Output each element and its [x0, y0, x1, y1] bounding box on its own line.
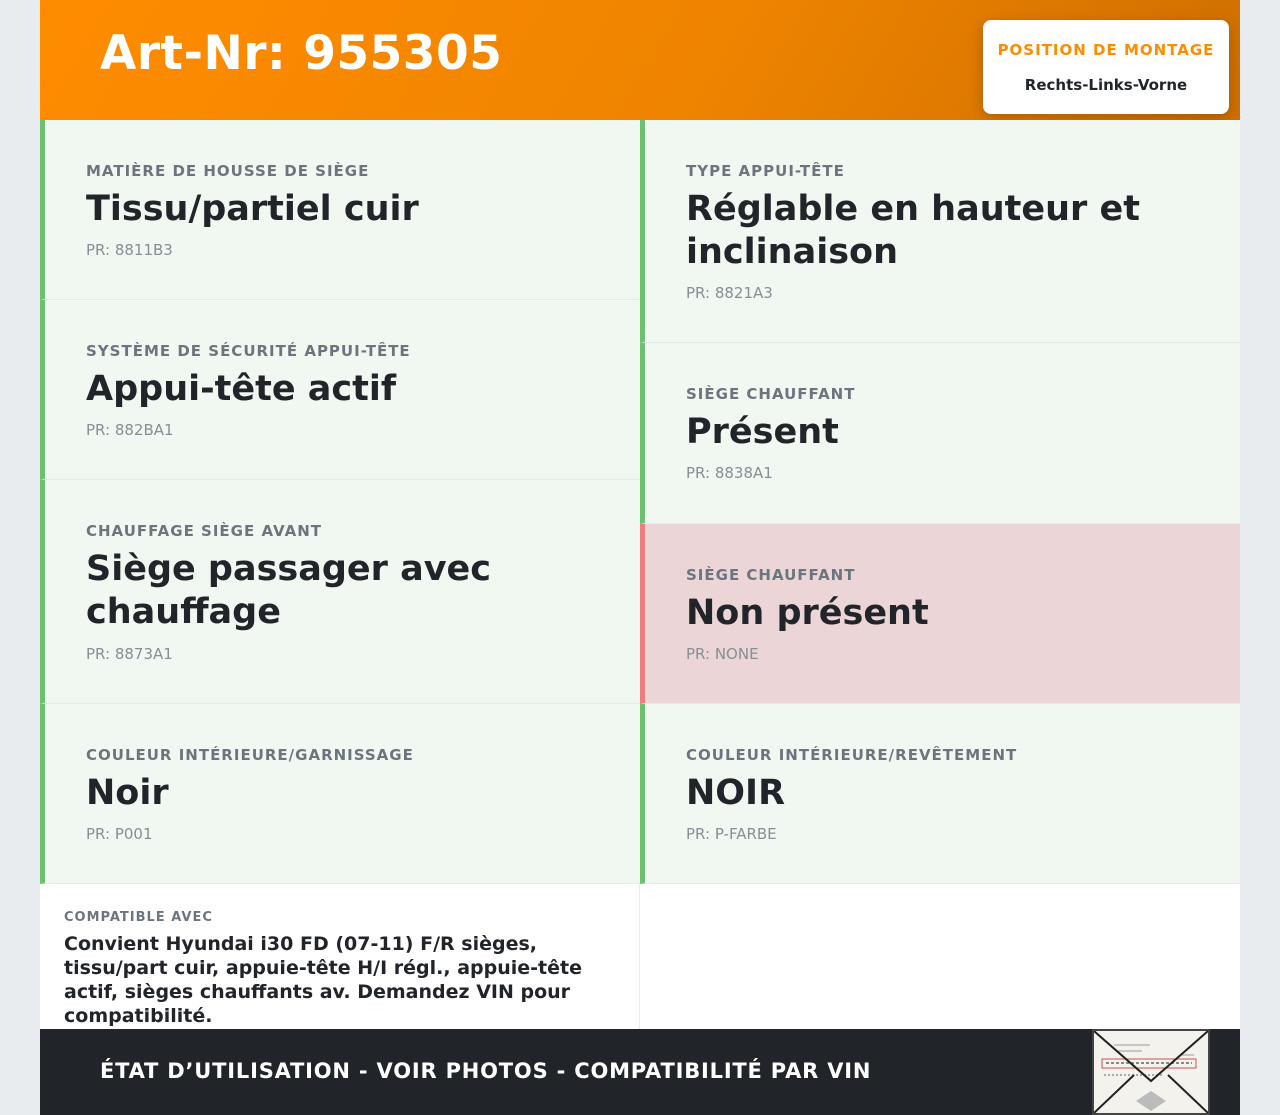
spec-label: SIÈGE CHAUFFANT: [686, 566, 856, 584]
spec-cell-headrest-type: [640, 120, 1240, 343]
spec-value: Non présent: [686, 593, 929, 633]
spec-label: MATIÈRE DE HOUSSE DE SIÈGE: [86, 162, 370, 180]
footer-condition-text: ÉTAT D’UTILISATION - VOIR PHOTOS - COMPATIBILITÉ PAR VIN: [100, 1059, 872, 1083]
spec-pr-code: PR: P001: [86, 825, 153, 843]
spec-label: CHAUFFAGE SIÈGE AVANT: [86, 522, 323, 540]
header-banner: [40, 0, 1240, 120]
spec-value: Présent: [686, 412, 839, 452]
spec-value: Siège passager avec chauffage: [86, 549, 492, 632]
spec-value: NOIR: [686, 773, 786, 813]
spec-label: SYSTÈME DE SÉCURITÉ APPUI-TÊTE: [86, 342, 411, 360]
spec-cell-seat-cover-material: [40, 120, 640, 300]
article-number-title: Art-Nr: 955305: [100, 26, 503, 81]
spec-value: Tissu/partiel cuir: [86, 189, 419, 229]
spec-pr-code: PR: 8838A1: [686, 464, 773, 482]
compatibility-label: COMPATIBLE AVEC: [64, 910, 213, 925]
mounting-position-card: [983, 20, 1229, 114]
spec-pr-code: PR: NONE: [686, 645, 759, 663]
compatibility-text: Convient Hyundai i30 FD (07-11) F/R sièges, tissu/part cuir, appuie-tête H/I régl., appuie-tête actif, sièges chauffants av. Demandez VIN pour compatibilité.: [64, 933, 582, 1027]
envelope-label-icon: [1092, 1029, 1210, 1115]
spec-label: TYPE APPUI-TÊTE: [686, 162, 845, 180]
spec-cell-heated-seat-present: [640, 343, 1240, 524]
spec-label: SIÈGE CHAUFFANT: [686, 385, 856, 403]
footer-bar: [40, 1029, 1240, 1115]
spec-cell-interior-color-trim: [40, 704, 640, 884]
mounting-position-value: Rechts-Links-Vorne: [1024, 76, 1188, 94]
mounting-position-label: POSITION DE MONTAGE: [997, 41, 1215, 59]
spec-pr-code: PR: 882BA1: [86, 421, 174, 439]
spec-value: Appui-tête actif: [86, 369, 397, 409]
compatibility-section: [40, 884, 640, 1029]
spec-pr-code: PR: 8811B3: [86, 241, 173, 259]
spec-pr-code: PR: P-FARBE: [686, 825, 777, 843]
spec-pr-code: PR: 8821A3: [686, 284, 773, 302]
spec-value: Réglable en hauteur et inclinaison: [686, 189, 1140, 272]
product-sheet: [40, 0, 1240, 1115]
spec-cell-headrest-safety: [40, 300, 640, 480]
spec-cell-front-seat-heating: [40, 480, 640, 704]
spec-label: COULEUR INTÉRIEURE/GARNISSAGE: [86, 746, 414, 764]
spec-value: Noir: [86, 773, 169, 813]
spec-cell-heated-seat-absent: [640, 524, 1240, 704]
spec-cell-interior-color-upholstery: [640, 704, 1240, 884]
spec-pr-code: PR: 8873A1: [86, 645, 173, 663]
spec-label: COULEUR INTÉRIEURE/REVÊTEMENT: [686, 746, 1018, 764]
